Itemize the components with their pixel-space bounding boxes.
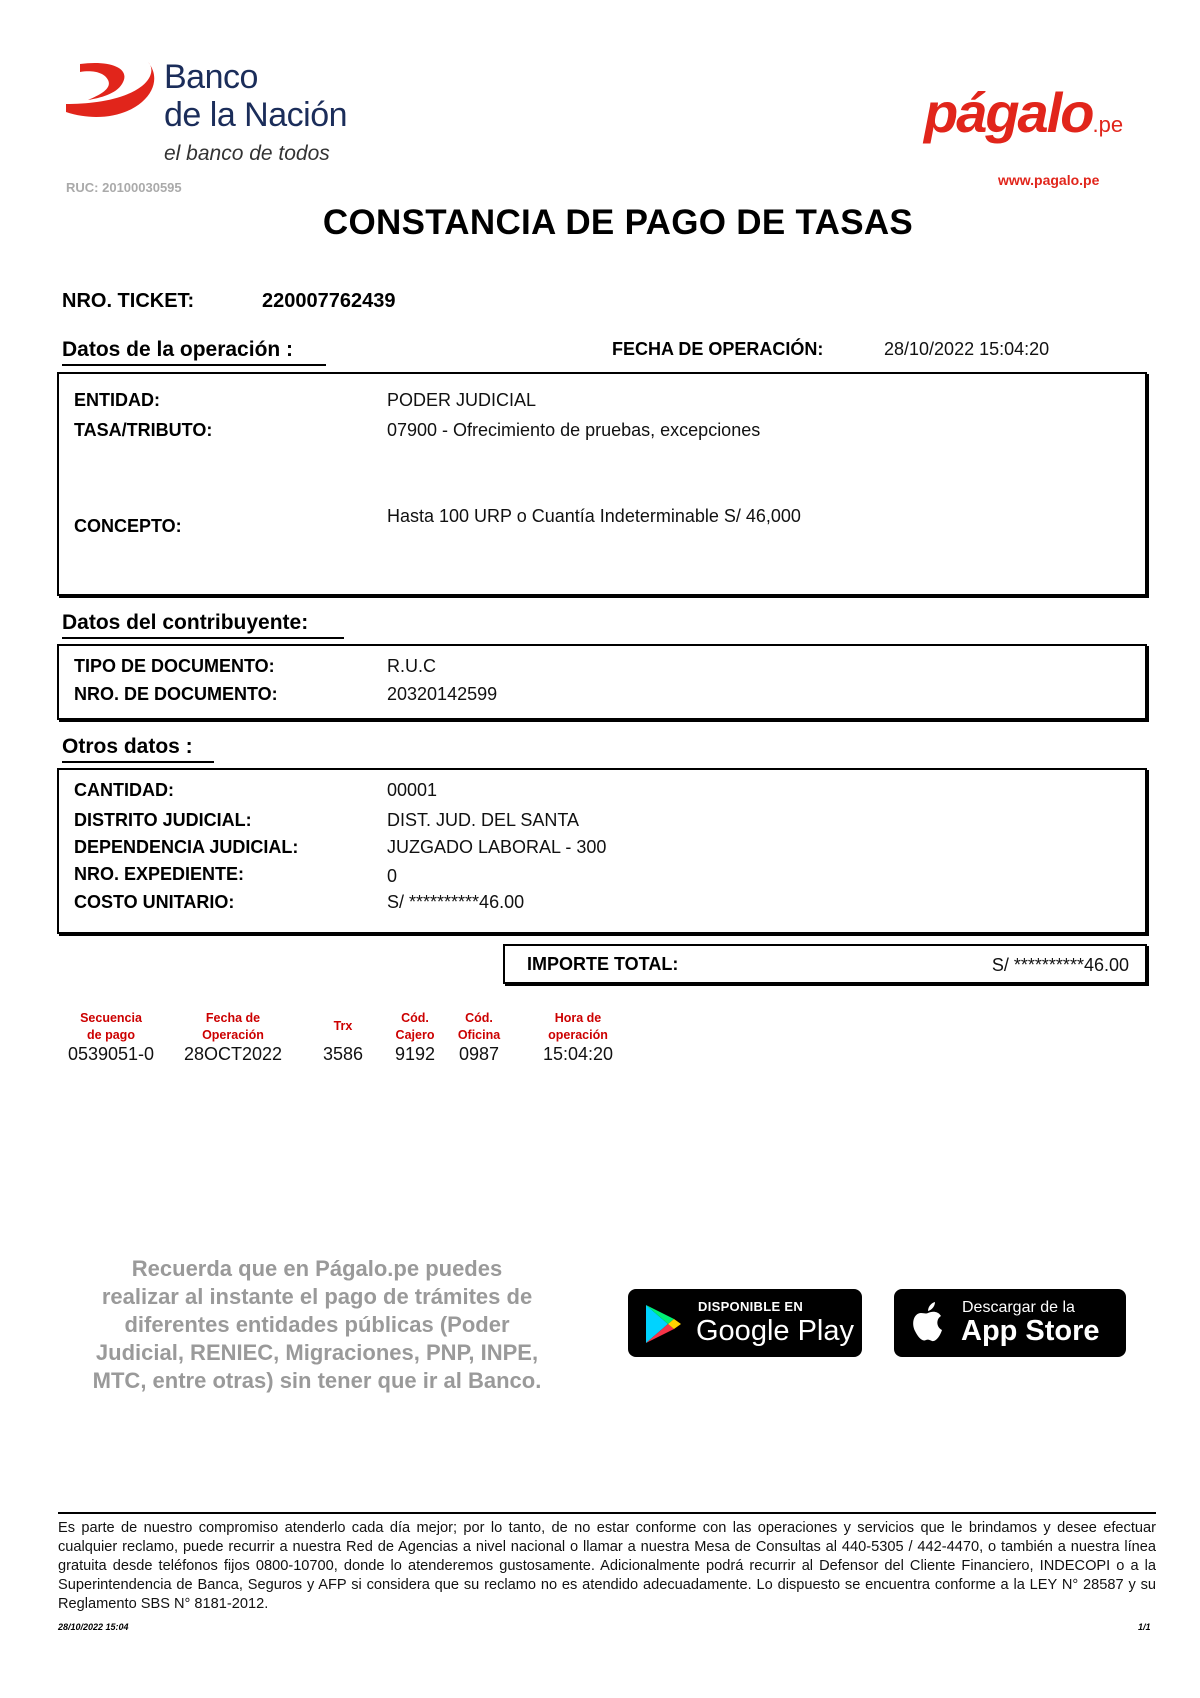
ticket-value: 220007762439 xyxy=(262,290,396,312)
pagalo-suffix: .pe xyxy=(1092,112,1124,137)
promo-text xyxy=(62,1255,572,1395)
trx-column xyxy=(310,1010,376,1065)
tipo-documento-label: TIPO DE DOCUMENTO: xyxy=(74,656,275,676)
fecha-operacion-column xyxy=(178,1010,288,1065)
fecha-operacion-value: 28/10/2022 15:04:20 xyxy=(884,339,1050,359)
footer-disclaimer: Es parte de nuestro compromiso atenderlo cada día mejor; por lo tanto, de no estar conforme con las operaciones y servicios que le brindamos y desee efectuar cualquier reclamo, puede recurrir a nuestra Red de Agencias a nivel nacional o llamar a nuestra Mesa de Consultas al 440-5305 / 442-4470, o también a nuestra línea gratuita desde teléfonos fijos 0800-10700, donde lo atenderemos gustosamente. Adicionalmente podrá recurrir al Defensor del Cliente Financiero, INDECOPI o a la Superintendencia de Banca, Seguros y AFP si considera que su reclamo no es atendido adecuadamente. Lo dispuesto se encuentra conforme a la LEY N° 28587 y su Reglamento SBS N° 8181-2012. xyxy=(58,1512,1156,1614)
distrito-value: DIST. JUD. DEL SANTA xyxy=(387,810,580,830)
expediente-label: NRO. EXPEDIENTE: xyxy=(74,864,245,884)
footer-page-number: 1/1 xyxy=(1138,1622,1151,1632)
cajero-label-2: Cajero xyxy=(395,1028,435,1042)
hora-label-2: operación xyxy=(548,1028,608,1042)
app-store-big: App Store xyxy=(961,1315,1100,1347)
apple-icon xyxy=(910,1301,946,1343)
entidad-label: ENTIDAD: xyxy=(74,390,160,410)
promo-line-2: realizar al instante el pago de trámites de xyxy=(101,1284,533,1309)
secuencia-label-1: Secuencia xyxy=(80,1011,142,1025)
cajero-value: 9192 xyxy=(394,1044,436,1064)
cajero-label-1: Cód. xyxy=(401,1011,429,1025)
concepto-label: CONCEPTO: xyxy=(74,516,182,536)
promo-line-1: Recuerda que en Págalo.pe puedes xyxy=(131,1256,503,1281)
page-title: CONSTANCIA DE PAGO DE TASAS xyxy=(322,203,914,242)
bank-ruc: RUC: 20100030595 xyxy=(66,180,182,195)
hora-column xyxy=(530,1010,626,1065)
promo-line-5: MTC, entre otras) sin tener que ir al Banco. xyxy=(92,1368,542,1393)
dependencia-label: DEPENDENCIA JUDICIAL: xyxy=(74,837,299,857)
ticket-label: NRO. TICKET: xyxy=(62,290,195,312)
contribuyente-box xyxy=(57,644,1147,720)
bank-name-line1: Banco xyxy=(164,58,258,96)
operacion-box xyxy=(57,372,1147,596)
entidad-value: PODER JUDICIAL xyxy=(387,390,537,410)
bank-name-line2: de la Nación xyxy=(164,96,348,134)
oficina-label-2: Oficina xyxy=(457,1028,501,1042)
distrito-label: DISTRITO JUDICIAL: xyxy=(74,810,252,830)
costo-unitario-label: COSTO UNITARIO: xyxy=(74,892,235,912)
fecha-operacion-label: FECHA DE OPERACIÓN: xyxy=(612,339,824,359)
google-play-icon xyxy=(644,1303,682,1345)
importe-total-value: S/ **********46.00 xyxy=(991,955,1129,975)
pagalo-brand: págalo xyxy=(924,81,1093,144)
otros-box xyxy=(57,768,1147,934)
nro-documento-label: NRO. DE DOCUMENTO: xyxy=(74,684,278,704)
oficina-value: 0987 xyxy=(458,1044,500,1064)
dependencia-value: JUZGADO LABORAL - 300 xyxy=(387,837,607,857)
google-play-button[interactable] xyxy=(628,1289,862,1357)
app-store-button[interactable] xyxy=(894,1289,1126,1357)
cantidad-label: CANTIDAD: xyxy=(74,780,174,800)
pagalo-logo xyxy=(924,80,1123,145)
secuencia-label-2: de pago xyxy=(87,1028,135,1042)
banco-nacion-logo xyxy=(62,58,382,178)
concepto-value: Hasta 100 URP o Cuantía Indeterminable S/ 46,000 xyxy=(387,506,801,526)
promo-line-3: diferentes entidades públicas (Poder xyxy=(124,1312,510,1337)
pagalo-url: www.pagalo.pe xyxy=(998,172,1100,188)
importe-total-label: IMPORTE TOTAL: xyxy=(527,954,679,974)
importe-total-box xyxy=(503,944,1147,984)
trx-value: 3586 xyxy=(322,1044,364,1064)
costo-unitario-value: S/ **********46.00 xyxy=(387,892,525,912)
operacion-section-title: Datos de la operación : xyxy=(62,338,326,366)
tasa-value: 07900 - Ofrecimiento de pruebas, excepciones xyxy=(387,420,761,440)
secuencia-value: 0539051-0 xyxy=(67,1044,155,1064)
otros-section-title: Otros datos : xyxy=(62,735,214,763)
trx-label: Trx xyxy=(333,1019,353,1033)
footer-date: 28/10/2022 15:04 xyxy=(58,1622,129,1632)
banco-nacion-mark-icon xyxy=(62,60,158,122)
secuencia-column xyxy=(56,1010,166,1065)
expediente-value: 0 xyxy=(387,866,398,886)
oficina-column xyxy=(446,1010,512,1065)
google-play-big: Google Play xyxy=(696,1315,854,1347)
tasa-label: TASA/TRIBUTO: xyxy=(74,420,213,440)
google-play-small: DISPONIBLE EN xyxy=(698,1299,804,1314)
fecha-label-1: Fecha de xyxy=(205,1011,261,1025)
contribuyente-section-title: Datos del contribuyente: xyxy=(62,611,344,639)
fecha-value: 28OCT2022 xyxy=(183,1044,283,1064)
hora-label-1: Hora de xyxy=(554,1011,602,1025)
app-store-small: Descargar de la xyxy=(962,1299,1075,1316)
fecha-label-2: Operación xyxy=(202,1028,264,1042)
nro-documento-value: 20320142599 xyxy=(387,684,498,704)
oficina-label-1: Cód. xyxy=(465,1011,493,1025)
cantidad-value: 00001 xyxy=(387,780,438,800)
cajero-column xyxy=(382,1010,448,1065)
hora-value: 15:04:20 xyxy=(542,1044,614,1064)
promo-line-4: Judicial, RENIEC, Migraciones, PNP, INPE, xyxy=(95,1340,539,1365)
tipo-documento-value: R.U.C xyxy=(387,656,436,676)
bank-slogan: el banco de todos xyxy=(164,142,330,165)
